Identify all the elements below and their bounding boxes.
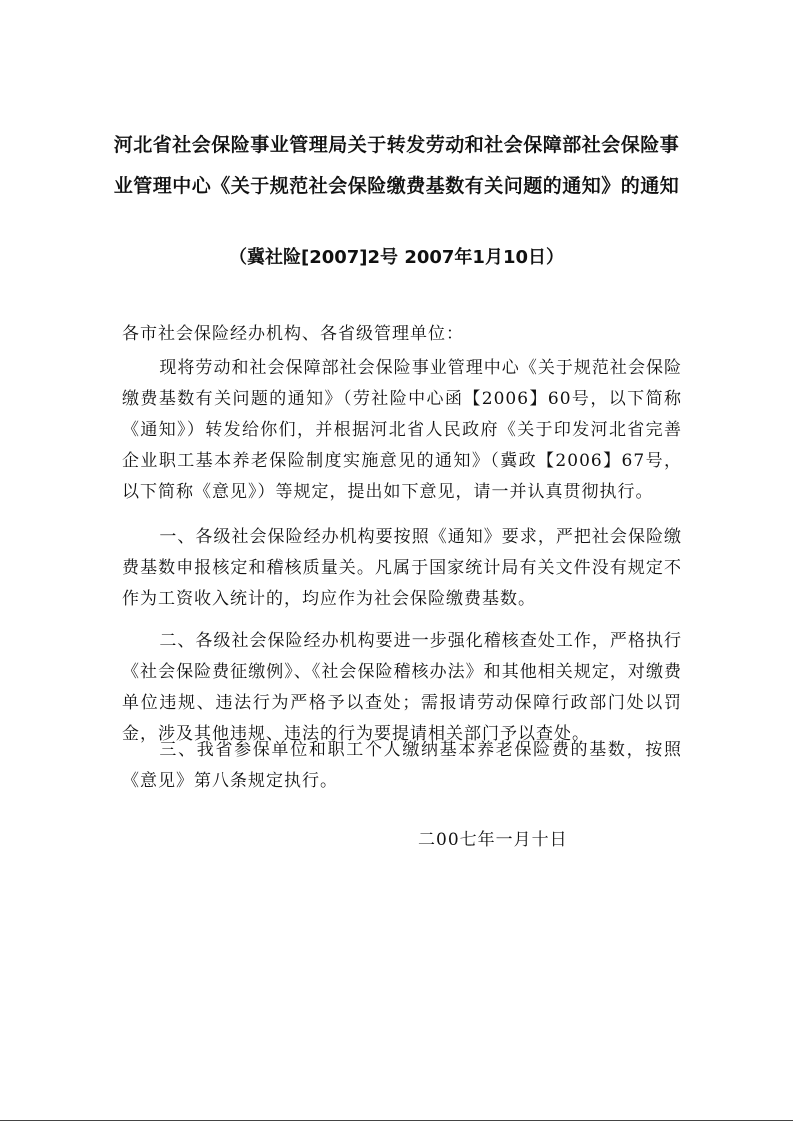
document-title-line-2: 业管理中心《关于规范社会保险缴费基数有关问题的通知》的通知	[113, 175, 680, 197]
paragraph-item-3: 三、我省参保单位和职工个人缴纳基本养老保险费的基数，按照《意见》第八条规定执行。	[122, 740, 682, 791]
page-bottom-divider	[0, 1120, 793, 1121]
salutation: 各市社会保险经办机构、各省级管理单位：	[122, 324, 464, 344]
document-date: 二00七年一月十日	[418, 830, 568, 850]
paragraph-item-2: 二、各级社会保险经办机构要进一步强化稽核查处工作，严格执行《社会保险费征缴例》、《社会保险稽核办法》和其他相关规定，对缴费单位违规、违法行为严格予以查处；需报请劳动保障行政部门处以罚金，涉及其他违规、违法的行为要提请相关部门予以查处。	[122, 631, 682, 744]
document-title-line-1: 河北省社会保险事业管理局关于转发劳动和社会保障部社会保险事	[113, 134, 680, 156]
paragraph-item-1: 一、各级社会保险经办机构要按照《通知》要求，严把社会保险缴费基数申报核定和稽核质量关。凡属于国家统计局有关文件没有规定不作为工资收入统计的，均应作为社会保险缴费基数。	[122, 527, 682, 609]
paragraph-intro: 现将劳动和社会保障部社会保险事业管理中心《关于规范社会保险缴费基数有关问题的通知》（劳社险中心函【2006】60号，以下简称《通知》）转发给你们，并根据河北省人民政府《关于印发河北省完善企业职工基本养老保险制度实施意见的通知》（冀政【2006】67号，以下简称《意见》）等规定，提出如下意见，请一并认真贯彻执行。	[122, 358, 682, 502]
document-number: （冀社险[2007]2号 2007年1月10日）	[228, 247, 564, 268]
